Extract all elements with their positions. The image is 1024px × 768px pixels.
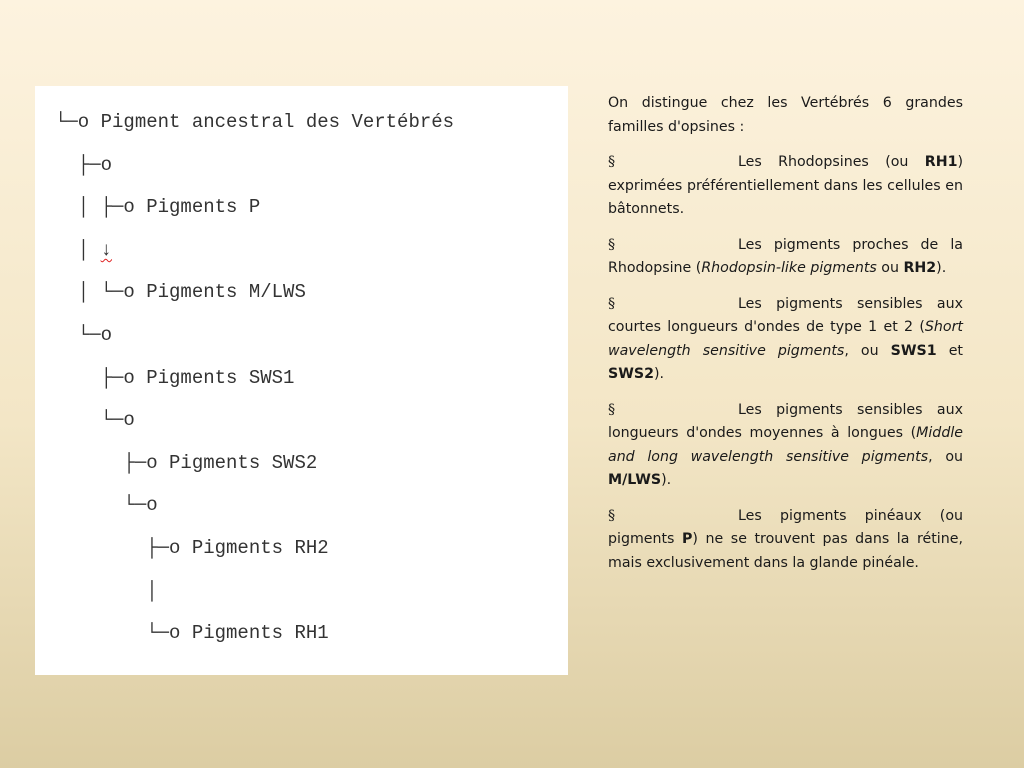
item-text: ). <box>661 472 672 488</box>
item-english-name: Middle and long wavelength sensitive pigments <box>608 425 963 465</box>
item-text: Les Rhodopsines (ou <box>738 154 925 170</box>
tree-line-pigments-rh1: └─o Pigments RH1 <box>55 622 329 645</box>
tree-line: │ ↓ <box>55 238 113 261</box>
item-text: Les pigments pinéaux (ou pigments <box>608 507 963 547</box>
item-text: , ou <box>928 448 963 465</box>
item-text: Les pigments sensibles aux courtes longueurs d'ondes de type 1 et 2 ( <box>608 295 963 335</box>
tree-line: │ <box>55 579 158 602</box>
tree-line-pigments-sws1: ├─o Pigments SWS1 <box>55 366 295 389</box>
tree-line-root: └─o Pigment ancestral des Vertébrés <box>55 111 455 133</box>
tree-line: ├─o <box>55 153 113 176</box>
list-item <box>608 293 963 387</box>
bullet-icon: § <box>608 295 616 312</box>
list-item <box>608 151 963 222</box>
tree-line-pigments-mlws: │ └─o Pigments M/LWS <box>55 281 306 304</box>
tree-line: └─o <box>55 409 135 432</box>
list-item <box>608 234 963 281</box>
item-text: ) exprimées préférentiellement dans les cellules en bâtonnets. <box>608 154 963 217</box>
item-text: ou <box>876 260 904 276</box>
item-code: SWS2 <box>608 366 654 382</box>
tree-line-pigments-p: │ ├─o Pigments P <box>55 196 261 219</box>
item-text: et <box>936 342 963 359</box>
bullet-icon: § <box>608 401 616 418</box>
bullet-icon: § <box>608 507 616 524</box>
tree-line: └─o <box>55 324 113 346</box>
tree-line-pigments-rh2: ├─o Pigments RH2 <box>55 537 329 559</box>
item-text: ). <box>653 366 665 382</box>
phylogenetic-tree-panel <box>35 86 568 675</box>
bullet-icon: § <box>608 236 616 253</box>
spellcheck-squiggle: ↓ <box>100 238 113 261</box>
item-text: , ou <box>844 342 891 359</box>
item-english-name: Rhodopsin-like pigments <box>701 260 877 276</box>
item-code: RH1 <box>924 154 958 170</box>
item-text: Les pigments proches de la Rhodopsine ( <box>608 236 963 276</box>
list-item <box>608 505 963 576</box>
item-code: M/LWS <box>608 472 662 488</box>
item-code: SWS1 <box>890 342 937 359</box>
intro-paragraph: On distingue chez les Vertébrés 6 grandes familles d'opsines : <box>608 95 963 135</box>
tree-line-pigments-sws2: ├─o Pigments SWS2 <box>55 451 318 474</box>
item-code: RH2 <box>903 260 937 276</box>
item-text: ). <box>936 260 947 276</box>
tree-line: └─o <box>55 494 158 517</box>
item-text: ) ne se trouvent pas dans la rétine, mais exclusivement dans la glande pinéale. <box>608 531 963 571</box>
item-text: Les pigments sensibles aux longueurs d'ondes moyennes à longues ( <box>608 401 963 441</box>
bullet-icon: § <box>608 154 616 170</box>
item-english-name: Short wavelength sensitive pigments <box>608 319 963 359</box>
item-code: P <box>682 531 693 547</box>
list-item <box>608 399 963 493</box>
opsin-families-text <box>608 92 963 587</box>
